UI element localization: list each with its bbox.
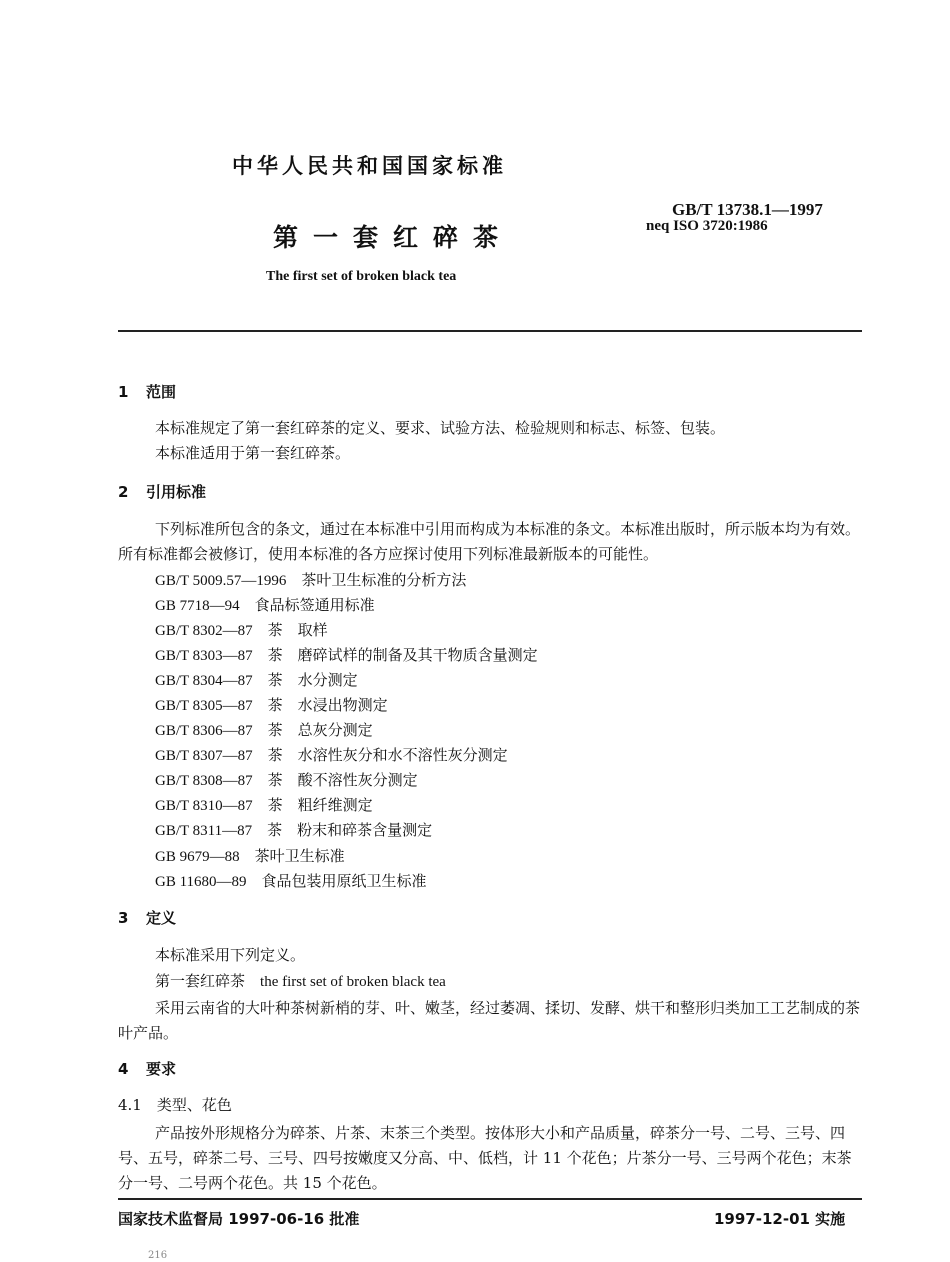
implementation-date: 1997-12-01 实施 <box>714 1210 846 1228</box>
header-divider <box>118 330 862 332</box>
section-number: 4 <box>118 1060 129 1078</box>
reference-item: GB 7718—94 食品标签通用标准 <box>155 596 375 614</box>
section-title: 引用标准 <box>146 483 207 501</box>
reference-item: GB/T 8306—87 茶 总灰分测定 <box>155 721 373 739</box>
types-paragraph: 产品按外形规格分为碎茶、片茶、末茶三个类型。按体形大小和产品质量，碎茶分一号、二号、三号、四号、五号，碎茶二号、三号、四号按嫩度又分高、中、低档，计 11 个花色；片茶分一号、三号两个花色；末茶分一号、二号两个花色。共 15 个花色。 <box>118 1124 852 1192</box>
iso-equivalence: neq ISO 3720:1986 <box>646 218 768 234</box>
approval-info: 国家技术监督局 1997-06-16 批准 <box>118 1210 360 1228</box>
document-title: 第一套红碎茶 <box>273 223 514 252</box>
reference-item: GB/T 8302—87 茶 取样 <box>155 621 328 639</box>
section-4-heading <box>118 1058 176 1079</box>
section-title: 要求 <box>146 1060 177 1078</box>
reference-item: GB/T 8303—87 茶 磨碎试样的制备及其干物质含量测定 <box>155 646 538 664</box>
reference-item: GB/T 8307—87 茶 水溶性灰分和水不溶性灰分测定 <box>155 746 508 764</box>
scope-paragraph-1: 本标准规定了第一套红碎茶的定义、要求、试验方法、检验规则和标志、标签、包装。 <box>155 419 726 437</box>
reference-item: GB/T 8304—87 茶 水分测定 <box>155 671 358 689</box>
reference-item: GB/T 5009.57—1996 茶叶卫生标准的分析方法 <box>155 571 467 589</box>
reference-item: GB 9679—88 茶叶卫生标准 <box>155 847 345 865</box>
reference-item: GB/T 8305—87 茶 水浸出物测定 <box>155 696 388 714</box>
section-title: 范围 <box>146 383 177 401</box>
definition-text: 采用云南省的大叶种茶树新梢的芽、叶、嫩茎，经过萎凋、揉切、发酵、烘干和整形归类加工工艺制成的茶叶产品。 <box>118 999 861 1042</box>
section-1-heading <box>118 381 176 402</box>
section-number: 3 <box>118 909 129 927</box>
section-number: 2 <box>118 483 129 501</box>
scope-paragraph-2: 本标准适用于第一套红碎茶。 <box>155 444 351 462</box>
definition-term <box>155 970 446 991</box>
section-number: 1 <box>118 383 129 401</box>
reference-item: GB/T 8308—87 茶 酸不溶性灰分测定 <box>155 771 418 789</box>
english-title: The first set of broken black tea <box>266 269 457 284</box>
term-english: the first set of broken black tea <box>260 974 446 990</box>
reference-item: GB 11680—89 食品包装用原纸卫生标准 <box>155 872 427 890</box>
standard-number: GB/T 13738.1—1997 <box>672 200 823 219</box>
section-2-heading <box>118 481 206 502</box>
definition-intro: 本标准采用下列定义。 <box>155 946 306 964</box>
reference-item: GB/T 8311—87 茶 粉末和碎茶含量测定 <box>155 821 433 839</box>
section-3-heading <box>118 907 176 928</box>
footer-divider <box>118 1198 862 1200</box>
subsection-4-1-heading <box>118 1094 232 1115</box>
national-standard-title: 中华人民共和国国家标准 <box>232 154 507 178</box>
page-number: 216 <box>148 1250 168 1261</box>
section-title: 定义 <box>146 909 177 927</box>
term-chinese: 第一套红碎茶 <box>155 972 246 990</box>
subsection-title: 类型、花色 <box>156 1096 232 1114</box>
subsection-number: 4.1 <box>118 1096 142 1114</box>
reference-item: GB/T 8310—87 茶 粗纤维测定 <box>155 796 373 814</box>
references-intro: 下列标准所包含的条文，通过在本标准中引用而构成为本标准的条文。本标准出版时，所示版本均为有效。所有标准都会被修订，使用本标准的各方应探讨使用下列标准最新版本的可能性。 <box>118 520 861 563</box>
